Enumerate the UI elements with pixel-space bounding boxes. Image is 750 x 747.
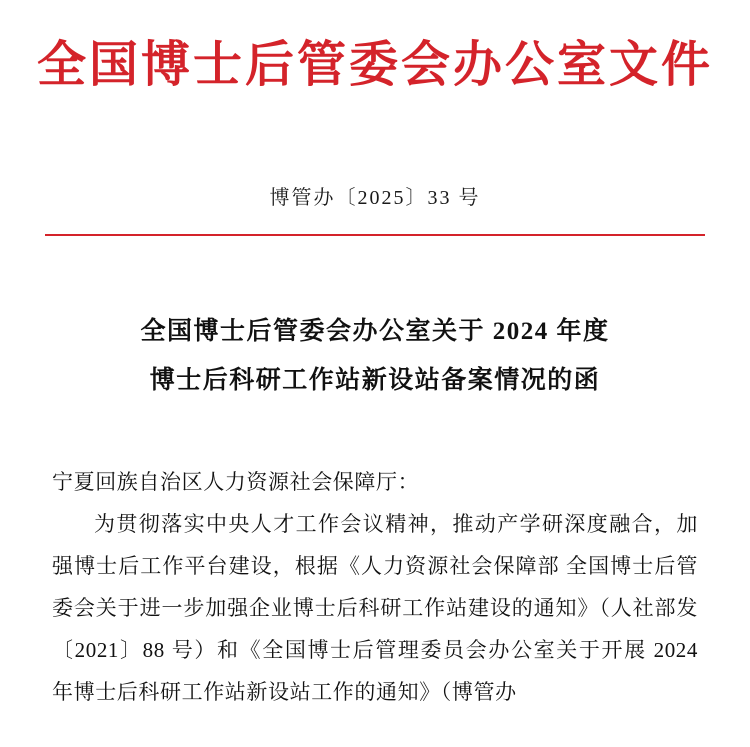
document-header bbox=[0, 0, 750, 95]
red-divider-rule bbox=[45, 234, 705, 236]
document-number: 博管办〔2025〕33 号 bbox=[269, 186, 481, 209]
document-body bbox=[52, 461, 698, 713]
document-subject-title bbox=[0, 308, 750, 406]
document-subject-line-1: 全国博士后管委会办公室关于 2024 年度 bbox=[140, 317, 610, 345]
addressee-line: 宁夏回族自治区人力资源社会保障厅： bbox=[52, 470, 420, 495]
document-subject-line-2: 博士后科研工作站新设站备案情况的函 bbox=[149, 366, 601, 394]
body-paragraph-1: 为贯彻落实中央人才工作会议精神，推动产学研深度融合，加强博士后工作平台建设，根据《人力资源社会保障部 全国博士后管委会关于进一步加强企业博士后科研工作站建设的通知》（人社部发〔2021〕88 号）和《全国博士后管理委员会办公室关于开展 2024 年博士后科研工作站新设站工作的通知》（博管办 bbox=[52, 512, 698, 705]
issuing-authority-banner: 全国博士后管委会办公室文件 bbox=[36, 37, 713, 92]
